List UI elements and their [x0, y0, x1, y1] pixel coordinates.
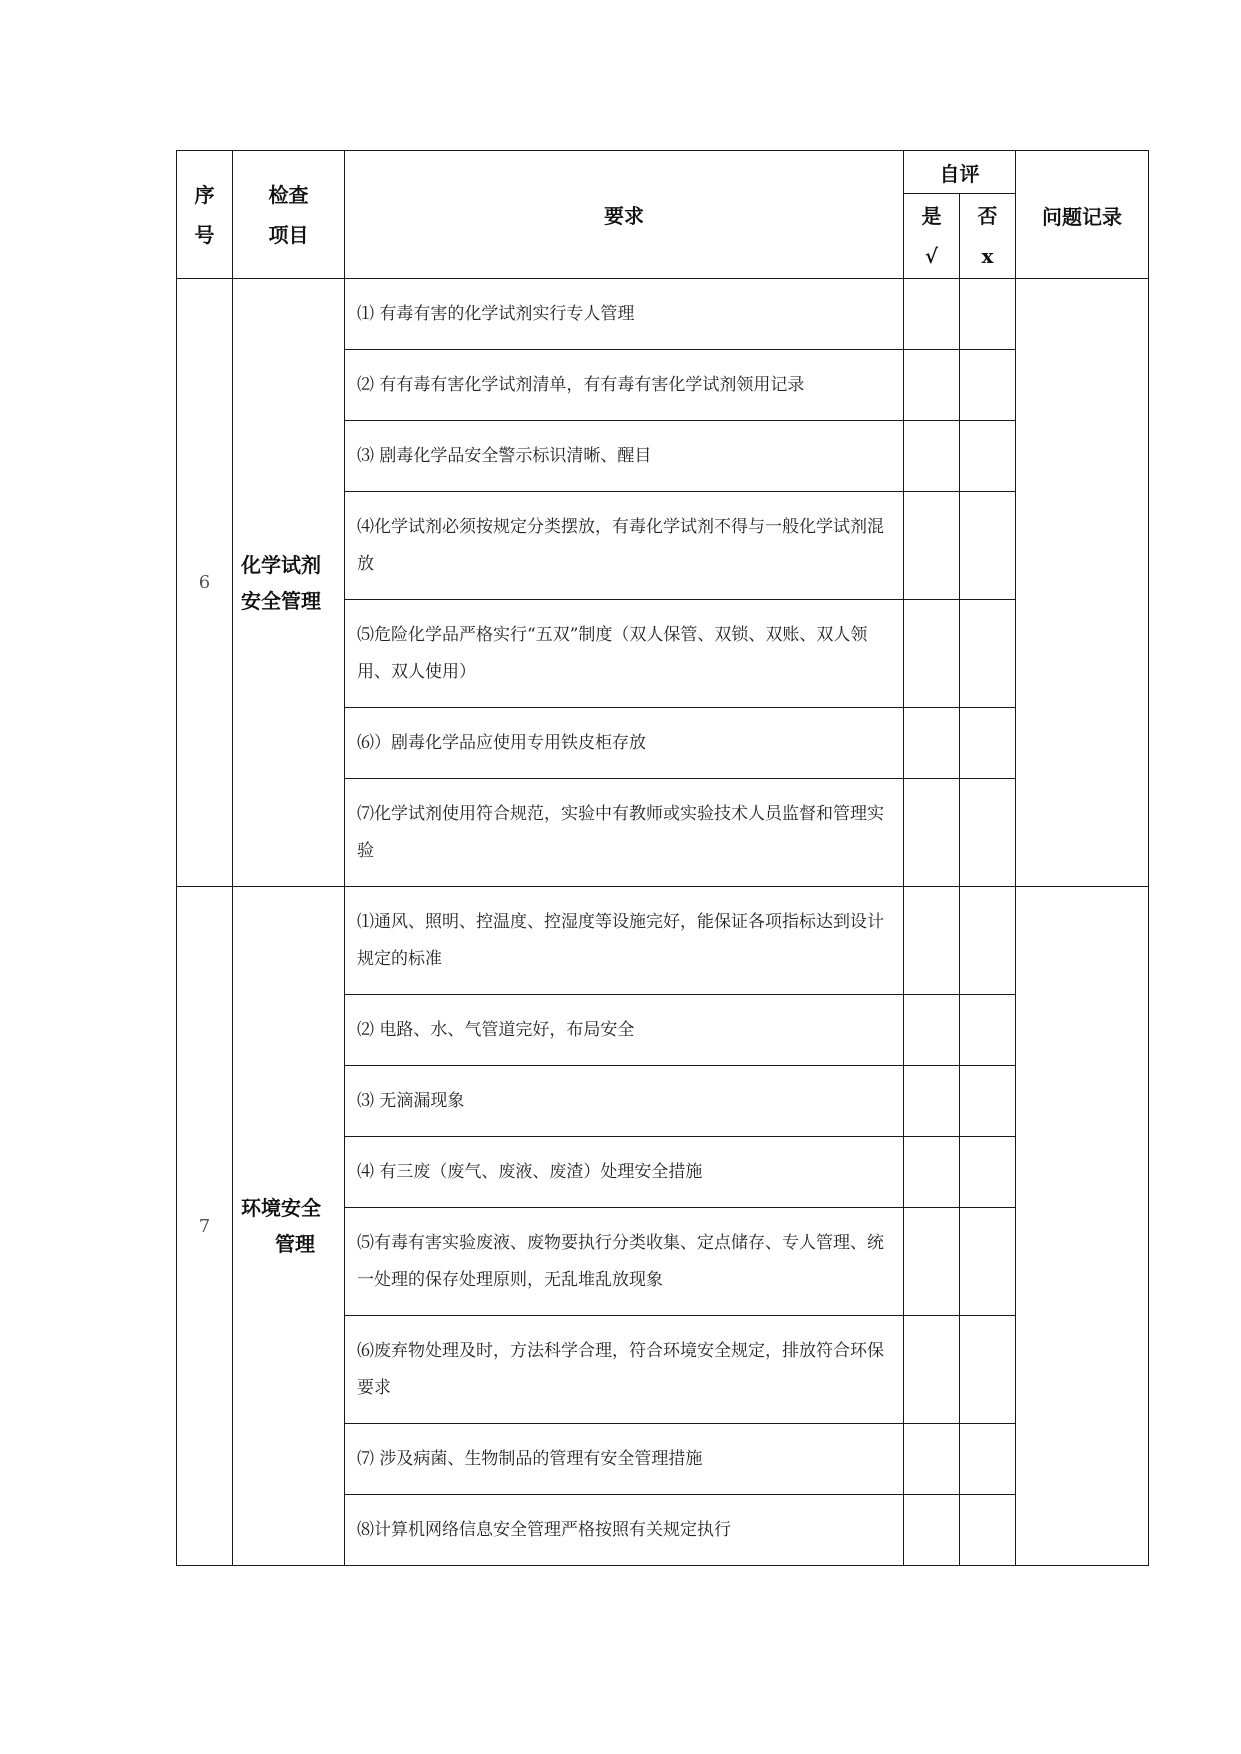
requirement-text: ⑸有毒有害实验废液、废物要执行分类收集、定点储存、专人管理、统一处理的保存处理原则，无乱堆乱放现象: [345, 1208, 904, 1316]
header-seq-line1: 序: [194, 182, 215, 207]
no-checkbox-cell[interactable]: [960, 1316, 1016, 1424]
safety-inspection-table: [176, 150, 1149, 1566]
yes-checkbox-cell[interactable]: [904, 600, 960, 708]
yes-checkbox-cell[interactable]: [904, 1316, 960, 1424]
yes-checkbox-cell[interactable]: [904, 1424, 960, 1495]
requirement-text: ⑺化学试剂使用符合规范，实验中有教师或实验技术人员监督和管理实验: [345, 779, 904, 887]
requirement-text: ⑵ 有有毒有害化学试剂清单，有有毒有害化学试剂领用记录: [345, 350, 904, 421]
section-item-line1: 化学试剂: [241, 552, 321, 577]
no-checkbox-cell[interactable]: [960, 779, 1016, 887]
yes-checkbox-cell[interactable]: [904, 1066, 960, 1137]
yes-checkbox-cell[interactable]: [904, 421, 960, 492]
header-no-label: 否: [977, 204, 998, 228]
header-seq-line2: 号: [194, 222, 215, 247]
requirement-text: ⑺ 涉及病菌、生物制品的管理有安全管理措施: [345, 1424, 904, 1495]
no-checkbox-cell[interactable]: [960, 350, 1016, 421]
header-seq: [177, 151, 233, 279]
section-item-line1: 环境安全: [241, 1196, 321, 1220]
table-row: [177, 279, 1149, 350]
requirement-text: ⑸危险化学品严格实行“五双”制度（双人保管、双锁、双账、双人领用、双人使用）: [345, 600, 904, 708]
header-requirement: 要求: [345, 151, 904, 279]
section-item-line2: 管理: [275, 1232, 315, 1256]
requirement-text: ⑴通风、照明、控温度、控湿度等设施完好，能保证各项指标达到设计规定的标准: [345, 887, 904, 995]
header-yes-mark: √: [924, 244, 939, 268]
no-checkbox-cell[interactable]: [960, 421, 1016, 492]
header-item: [233, 151, 345, 279]
header-item-line2: 项目: [268, 222, 309, 247]
no-checkbox-cell[interactable]: [960, 1066, 1016, 1137]
no-checkbox-cell[interactable]: [960, 1424, 1016, 1495]
no-checkbox-cell[interactable]: [960, 1495, 1016, 1566]
section-seq: 6: [177, 279, 233, 887]
notes-cell[interactable]: [1016, 279, 1149, 887]
yes-checkbox-cell[interactable]: [904, 708, 960, 779]
section-item-name: [233, 887, 345, 1566]
no-checkbox-cell[interactable]: [960, 492, 1016, 600]
yes-checkbox-cell[interactable]: [904, 1208, 960, 1316]
header-notes: 问题记录: [1016, 151, 1149, 279]
yes-checkbox-cell[interactable]: [904, 492, 960, 600]
requirement-text: ⑵ 电路、水、气管道完好，布局安全: [345, 995, 904, 1066]
header-yes: [904, 194, 960, 279]
no-checkbox-cell[interactable]: [960, 279, 1016, 350]
yes-checkbox-cell[interactable]: [904, 995, 960, 1066]
no-checkbox-cell[interactable]: [960, 995, 1016, 1066]
yes-checkbox-cell[interactable]: [904, 350, 960, 421]
yes-checkbox-cell[interactable]: [904, 279, 960, 350]
section-item-name: [233, 279, 345, 887]
requirement-text: ⑴ 有毒有害的化学试剂实行专人管理: [345, 279, 904, 350]
table-row: [177, 887, 1149, 995]
requirement-text: ⑷化学试剂必须按规定分类摆放，有毒化学试剂不得与一般化学试剂混放: [345, 492, 904, 600]
no-checkbox-cell[interactable]: [960, 887, 1016, 995]
requirement-text: ⑹废弃物处理及时，方法科学合理，符合环境安全规定，排放符合环保要求: [345, 1316, 904, 1424]
yes-checkbox-cell[interactable]: [904, 1137, 960, 1208]
yes-checkbox-cell[interactable]: [904, 779, 960, 887]
no-checkbox-cell[interactable]: [960, 1208, 1016, 1316]
requirement-text: ⑶ 无滴漏现象: [345, 1066, 904, 1137]
requirement-text: ⑷ 有三废（废气、废液、废渣）处理安全措施: [345, 1137, 904, 1208]
header-no-mark: x: [981, 244, 994, 268]
no-checkbox-cell[interactable]: [960, 1137, 1016, 1208]
requirement-text: ⑹）剧毒化学品应使用专用铁皮柜存放: [345, 708, 904, 779]
requirement-text: ⑶ 剧毒化学品安全警示标识清晰、醒目: [345, 421, 904, 492]
header-yes-label: 是: [921, 204, 942, 228]
no-checkbox-cell[interactable]: [960, 708, 1016, 779]
section-seq: 7: [177, 887, 233, 1566]
requirement-text: ⑻计算机网络信息安全管理严格按照有关规定执行: [345, 1495, 904, 1566]
yes-checkbox-cell[interactable]: [904, 1495, 960, 1566]
no-checkbox-cell[interactable]: [960, 600, 1016, 708]
header-no: [960, 194, 1016, 279]
notes-cell[interactable]: [1016, 887, 1149, 1566]
yes-checkbox-cell[interactable]: [904, 887, 960, 995]
header-item-line1: 检查: [268, 182, 309, 207]
header-self-eval: 自评: [904, 151, 1016, 194]
section-item-line2: 安全管理: [241, 588, 321, 613]
